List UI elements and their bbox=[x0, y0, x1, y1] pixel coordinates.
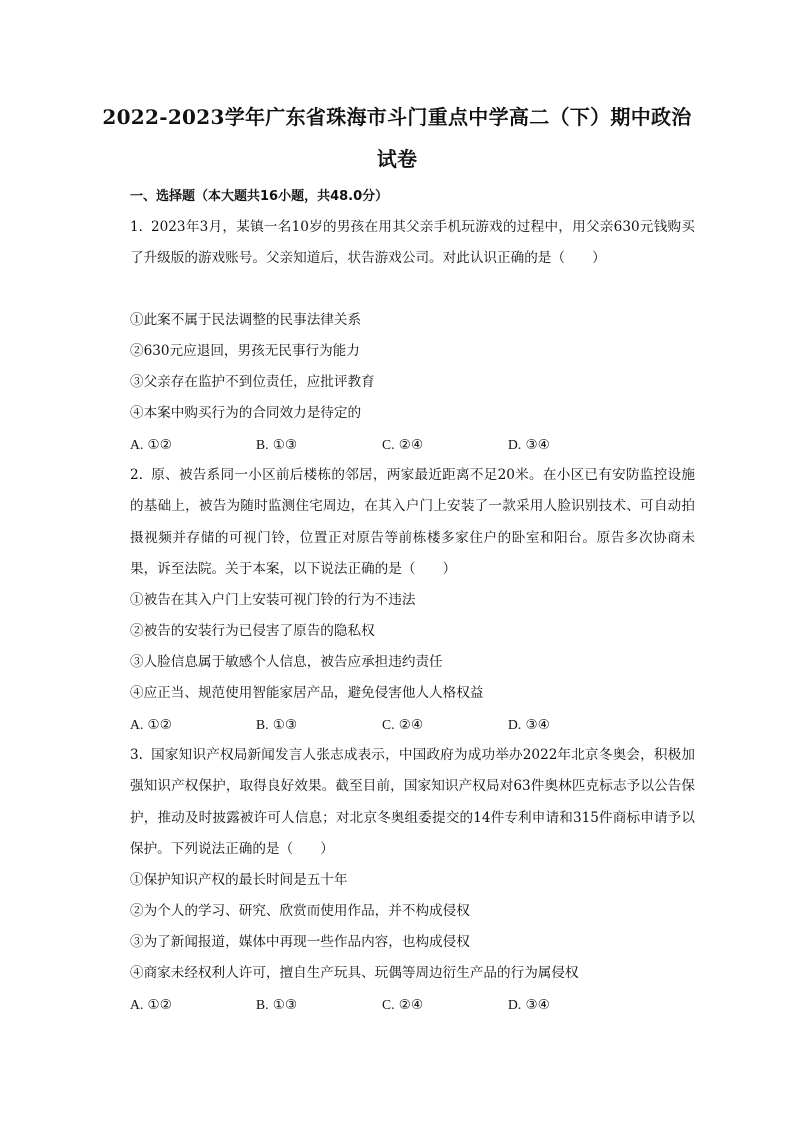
exam-title-line-2: 试卷 bbox=[376, 147, 418, 171]
question-number: 2. bbox=[130, 467, 143, 483]
question-3-statement-1: ①保护知识产权的最长时间是五十年 bbox=[130, 872, 348, 888]
question-3-statement-2: ②为个人的学习、研究、欣赏而使用作品，并不构成侵权 bbox=[130, 903, 470, 919]
question-3-options bbox=[130, 995, 695, 1015]
question-2-statement-4: ④应正当、规范使用智能家居产品，避免侵害他人人格权益 bbox=[130, 685, 484, 701]
question-number: 1. bbox=[130, 219, 143, 235]
question-3-stem bbox=[130, 740, 695, 866]
question-2-statement-3: ③人脸信息属于敏感个人信息，被告应承担违约责任 bbox=[130, 654, 443, 670]
question-2-statement-2: ②被告的安装行为已侵害了原告的隐私权 bbox=[130, 623, 375, 639]
question-1-statement-2: ②630元应退回，男孩无民事行为能力 bbox=[130, 343, 360, 359]
question-2-statement-1: ①被告在其入户门上安装可视门铃的行为不违法 bbox=[130, 592, 416, 608]
question-3-statement-3: ③为了新闻报道，媒体中再现一些作品内容，也构成侵权 bbox=[130, 934, 470, 950]
exam-title-line-1: 2022-2023学年广东省珠海市斗门重点中学高二（下）期中政治 bbox=[102, 105, 692, 129]
option-d: D. ③④ bbox=[508, 997, 550, 1013]
question-stem-text: 原、被告系同一小区前后楼栋的邻居，两家最近距离不足20米。在小区已有安防监控设施的基础上，被告为随时监测住宅周边，在其入户门上安装了一款采用人脸识别技术、可自动拍摄视频并存储的可视门铃，位置正对原告等前栋楼多家住户的卧室和阳台。原告多次协商未果，诉至法院。关于本案，以下说法正确的是（ ） bbox=[130, 467, 695, 578]
question-2-stem bbox=[130, 460, 695, 586]
option-a: A. ①② bbox=[130, 717, 172, 733]
option-c: C. ②④ bbox=[382, 997, 424, 1013]
question-stem-text: 2023年3月，某镇一名10岁的男孩在用其父亲手机玩游戏的过程中，用父亲630元钱购买了升级版的游戏账号。父亲知道后，状告游戏公司。对此认识正确的是（ ） bbox=[130, 219, 695, 267]
question-3-statement-4: ④商家未经权利人许可，擅自生产玩具、玩偶等周边衍生产品的行为属侵权 bbox=[130, 965, 579, 981]
question-stem-text: 国家知识产权局新闻发言人张志成表示，中国政府为成功举办2022年北京冬奥会，积极加强知识产权保护，取得良好效果。截至目前，国家知识产权局对63件奥林匹克标志予以公告保护，推动及时披露被许可人信息；对北京冬奥组委提交的14件专利申请和315件商标申请予以保护。下列说法正确的是（ ） bbox=[130, 747, 695, 858]
question-number: 3. bbox=[130, 747, 143, 763]
option-d: D. ③④ bbox=[508, 437, 550, 453]
option-d: D. ③④ bbox=[508, 717, 550, 733]
option-a: A. ①② bbox=[130, 437, 172, 453]
question-1-options bbox=[130, 435, 695, 455]
section-heading: 一、选择题（本大题共16小题，共48.0分） bbox=[130, 189, 389, 204]
option-a: A. ①② bbox=[130, 997, 172, 1013]
question-1-statement-4: ④本案中购买行为的合同效力是待定的 bbox=[130, 405, 362, 421]
question-1-statement-3: ③父亲存在监护不到位责任，应批评教育 bbox=[130, 374, 375, 390]
option-b: B. ①③ bbox=[256, 997, 298, 1013]
question-1-statement-1: ①此案不属于民法调整的民事法律关系 bbox=[130, 312, 362, 328]
question-2-options bbox=[130, 715, 695, 735]
option-b: B. ①③ bbox=[256, 437, 298, 453]
question-1-stem bbox=[130, 212, 695, 275]
option-b: B. ①③ bbox=[256, 717, 298, 733]
option-c: C. ②④ bbox=[382, 437, 424, 453]
option-c: C. ②④ bbox=[382, 717, 424, 733]
